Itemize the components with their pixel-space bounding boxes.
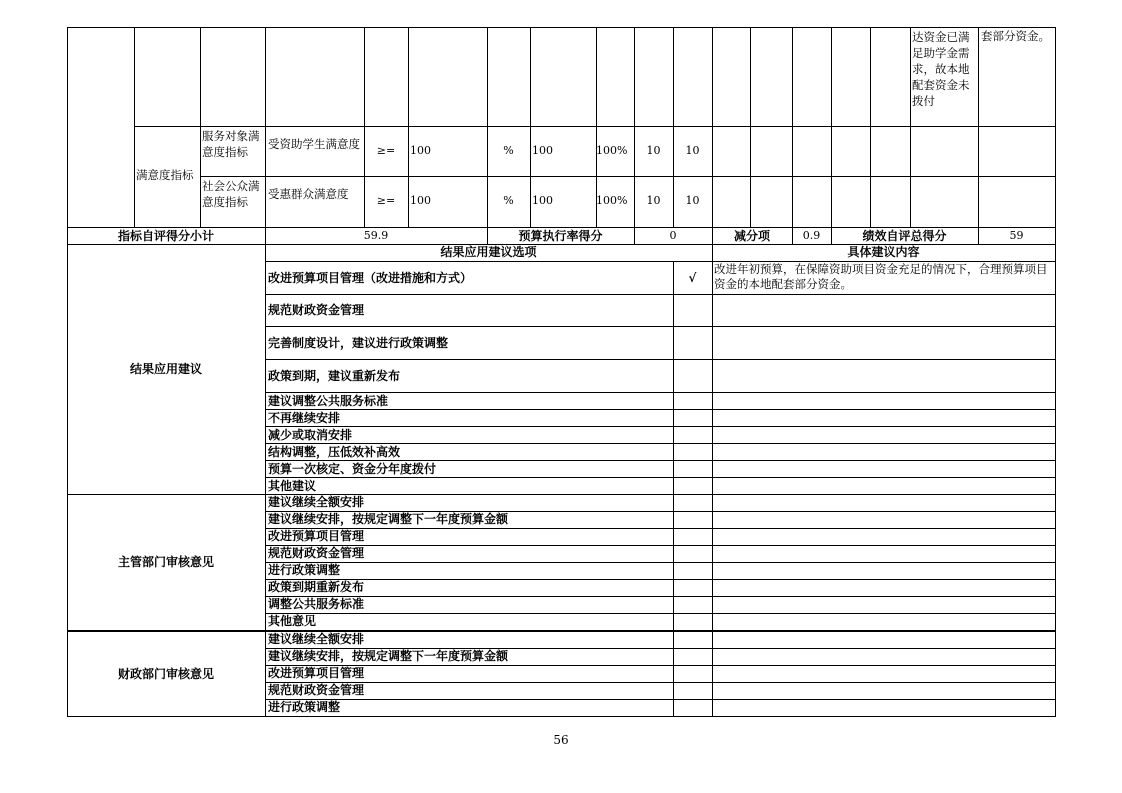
indicator-name: 受资助学生满意度 (268, 137, 360, 151)
indicator-cell (673, 27, 713, 127)
finance-review-check-cell (673, 648, 713, 666)
indicator-cell (831, 27, 871, 127)
indicator-unit: % (503, 194, 514, 207)
dept-review-check-cell (673, 613, 713, 631)
summary-label: 指标自评得分小计 (117, 229, 214, 243)
dept-review-detail-cell (712, 579, 1056, 597)
result-check-cell (673, 460, 713, 478)
indicator-actual: 100 (532, 144, 553, 157)
indicator-cell (408, 27, 488, 127)
budget-execution-value: 0 (669, 229, 677, 242)
remark-text-continued: 达资金已满足助学金需求，故本地配套资金未拨付 (912, 30, 970, 108)
dept-review-option-label: 建议继续全额安排 (268, 495, 365, 509)
result-check-cell (673, 443, 713, 461)
result-check-cell (673, 477, 713, 495)
indicator-level1-cell (67, 27, 135, 228)
dept-review-check-cell (673, 579, 713, 597)
dept-review-option-label: 其他意见 (268, 614, 317, 628)
dept-review-option-label: 改进预算项目管理 (268, 529, 365, 543)
result-option-label: 完善制度设计，建议进行政策调整 (268, 336, 449, 350)
result-option-label: 其他建议 (268, 479, 317, 493)
finance-review-option-label: 建议继续安排，按规定调整下一年度预算金额 (268, 649, 509, 663)
indicator-score: 10 (685, 144, 700, 157)
dept-review-detail-cell (712, 545, 1056, 563)
deduction-label: 减分项 (733, 229, 770, 243)
indicator-operator: ≥= (376, 194, 396, 207)
indicator-cell (487, 27, 531, 127)
dept-review-option-label: 规范财政资金管理 (268, 546, 365, 560)
indicator-cell (134, 27, 201, 127)
result-detail-cell (712, 409, 1056, 427)
result-detail-cell (712, 326, 1056, 360)
indicator-cell (596, 27, 635, 127)
indicator-name: 受惠群众满意度 (268, 187, 349, 201)
result-check-cell (673, 326, 713, 360)
result-option-label: 规范财政资金管理 (268, 303, 365, 317)
result-detail-text: 改进年初预算，在保障资助项目资金充足的情况下，合理预算项目资金的本地配套部分资金。 (714, 262, 1048, 291)
page-number: 56 (553, 733, 569, 747)
dept-review-option-label: 建议继续安排，按规定调整下一年度预算金额 (268, 512, 509, 526)
indicator-cell (364, 27, 409, 127)
indicator-score: 10 (685, 194, 700, 207)
result-option-label: 政策到期，建议重新发布 (268, 369, 401, 383)
finance-review-detail-cell (712, 648, 1056, 666)
finance-review-detail-cell (712, 699, 1056, 717)
summary-value: 59.9 (363, 229, 389, 242)
finance-review-check-cell (673, 699, 713, 717)
indicator-cell (978, 176, 1056, 228)
finance-review-detail-cell (712, 682, 1056, 700)
options-header: 结果应用建议选项 (440, 245, 537, 259)
indicator-cell (265, 176, 365, 228)
indicator-cell (792, 126, 832, 177)
finance-review-option-label: 进行政策调整 (268, 700, 341, 714)
dept-review-detail-cell (712, 494, 1056, 512)
indicator-cell (910, 126, 979, 177)
indicator-target: 100 (410, 194, 431, 207)
finance-review-option-label: 规范财政资金管理 (268, 683, 365, 697)
dept-review-option-label: 调整公共服务标准 (268, 597, 365, 611)
dept-review-check-cell (673, 528, 713, 546)
indicator-cell (634, 27, 674, 127)
category-satisfaction: 满意度指标 (136, 168, 194, 182)
finance-review-check-cell (673, 682, 713, 700)
result-detail-cell (712, 359, 1056, 393)
indicator-target: 100 (410, 144, 431, 157)
detail-header: 具体建议内容 (847, 245, 920, 259)
indicator-cell (870, 176, 911, 228)
indicator-actual: 100 (532, 194, 553, 207)
finance-review-option-label: 建议继续全额安排 (268, 632, 365, 646)
indicator-cell (978, 126, 1056, 177)
indicator-cell (870, 126, 911, 177)
dept-review-option-label: 进行政策调整 (268, 563, 341, 577)
dept-review-detail-cell (712, 511, 1056, 529)
dept-review-check-cell (673, 596, 713, 614)
dept-review-section-label: 主管部门审核意见 (117, 555, 214, 569)
finance-review-check-cell (673, 665, 713, 683)
dept-review-detail-cell (712, 562, 1056, 580)
result-check-cell (673, 426, 713, 444)
indicator-cell (712, 126, 751, 177)
result-check-cell (673, 392, 713, 410)
result-option-label: 改进预算项目管理（改进措施和方式） (268, 271, 473, 285)
indicator-rate: 100% (596, 194, 628, 207)
dept-review-check-cell (673, 545, 713, 563)
result-option-label: 不再继续安排 (268, 411, 341, 425)
indicator-cell (792, 176, 832, 228)
indicator-cell (792, 27, 832, 127)
indicator-weight: 10 (646, 144, 661, 157)
dept-review-option-label: 政策到期重新发布 (268, 580, 365, 594)
indicator-cell (750, 27, 793, 127)
result-detail-cell (712, 392, 1056, 410)
finance-review-detail-cell (712, 631, 1056, 649)
indicator-cell (265, 27, 365, 127)
result-option-label: 结构调整，压低效补高效 (268, 445, 401, 459)
indicator-cell (831, 176, 871, 228)
dept-review-check-cell (673, 511, 713, 529)
indicator-unit: % (503, 144, 514, 157)
result-detail-cell (712, 294, 1056, 327)
result-option-label: 建议调整公共服务标准 (268, 394, 389, 408)
result-detail-cell (712, 443, 1056, 461)
finance-review-option-label: 改进预算项目管理 (268, 666, 365, 680)
finance-review-section-label: 财政部门审核意见 (117, 667, 214, 681)
sub-indicator-label: 社会公众满意度指标 (202, 179, 260, 209)
result-option-label: 减少或取消安排 (268, 428, 353, 442)
total-score-value: 59 (1009, 229, 1024, 242)
sub-indicator-label: 服务对象满意度指标 (202, 129, 260, 159)
finance-review-detail-cell (712, 665, 1056, 683)
remark-text-continued-2: 套部分资金。 (981, 29, 1050, 43)
indicator-cell (750, 126, 793, 177)
dept-review-check-cell (673, 494, 713, 512)
results-section-label: 结果应用建议 (129, 362, 202, 376)
total-score-label: 绩效自评总得分 (862, 229, 947, 243)
result-checkmark: √ (688, 271, 697, 285)
indicator-rate: 100% (596, 144, 628, 157)
result-option-label: 预算一次核定、资金分年度拨付 (268, 462, 437, 476)
finance-review-check-cell (673, 631, 713, 649)
dept-review-detail-cell (712, 528, 1056, 546)
indicator-cell (831, 126, 871, 177)
result-check-cell (673, 294, 713, 327)
indicator-cell (870, 27, 911, 127)
dept-review-detail-cell (712, 613, 1056, 631)
indicator-cell (712, 176, 751, 228)
result-check-cell (673, 409, 713, 427)
result-detail-cell (712, 426, 1056, 444)
result-detail-cell (712, 460, 1056, 478)
deduction-value: 0.9 (802, 229, 821, 242)
indicator-cell (750, 176, 793, 228)
indicator-cell (910, 176, 979, 228)
dept-review-check-cell (673, 562, 713, 580)
budget-execution-label: 预算执行率得分 (518, 229, 603, 243)
indicator-weight: 10 (646, 194, 661, 207)
result-check-cell (673, 359, 713, 393)
result-detail-cell (712, 477, 1056, 495)
indicator-cell (530, 27, 597, 127)
indicator-cell (200, 27, 266, 127)
dept-review-detail-cell (712, 596, 1056, 614)
indicator-operator: ≥= (376, 144, 396, 157)
indicator-cell (712, 27, 751, 127)
